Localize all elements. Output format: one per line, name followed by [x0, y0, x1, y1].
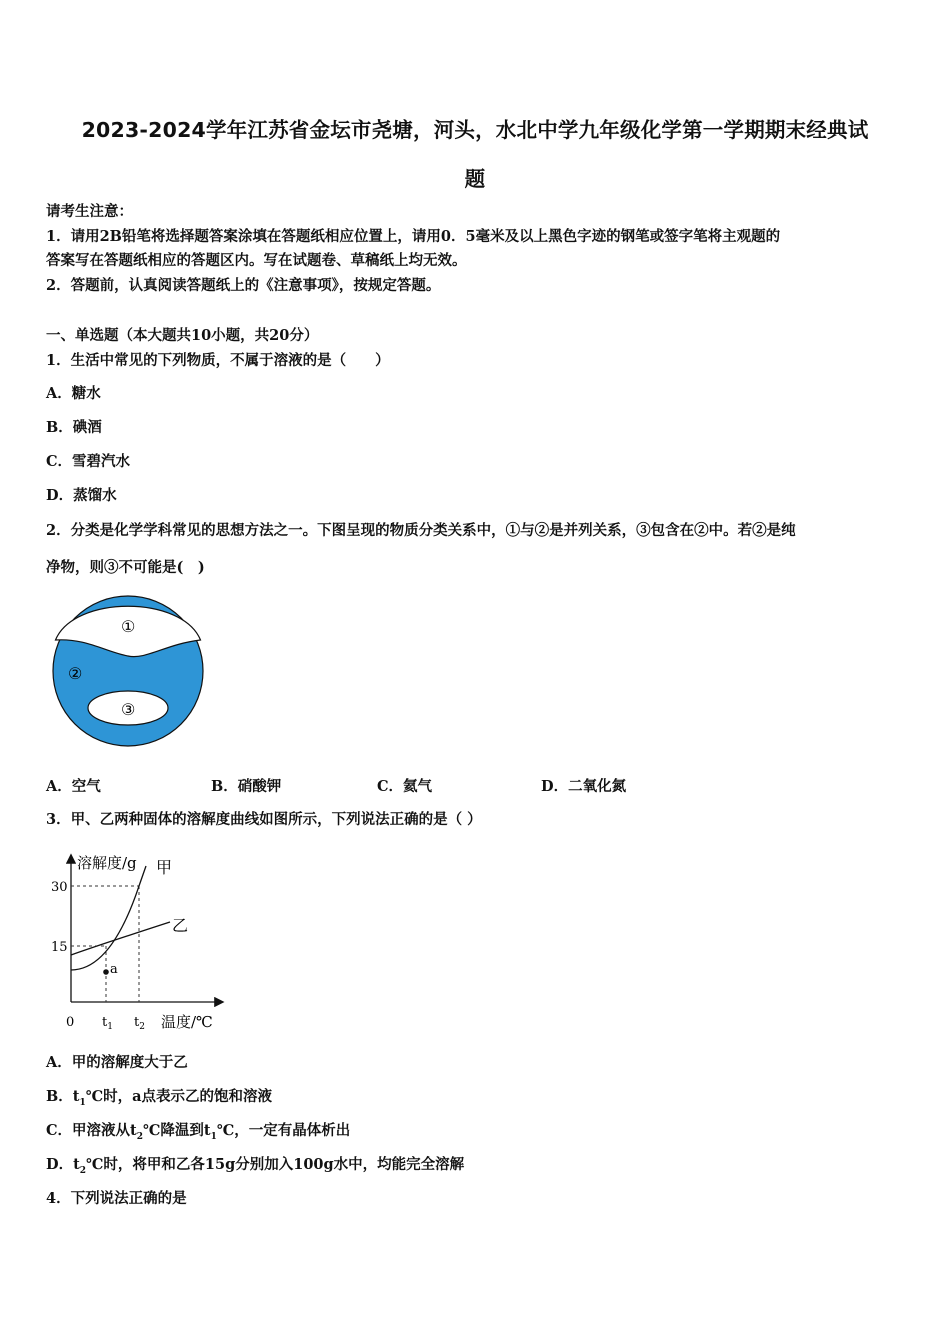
y-tick-30: 30 — [51, 880, 68, 895]
origin-label: 0 — [66, 1015, 75, 1030]
point-a-marker — [103, 969, 109, 975]
notice-item1-line1: 1．请用2B铅笔将选择题答案涂填在答题纸相应位置上，请用0．5毫米及以上黑色字迹的钢笔或签字笔将主观题的 — [46, 228, 781, 245]
q3-stem: 3．甲、乙两种固体的溶解度曲线如图所示，下列说法正确的是（ ） — [46, 811, 482, 828]
exam-title-line2: 题 — [464, 167, 486, 191]
section-heading: 一、单选题（本大题共10小题，共20分） — [46, 327, 319, 344]
point-a-label: a — [110, 962, 118, 977]
q2-stem-line2: 净物，则③不可能是( ) — [46, 559, 205, 576]
curve-yi — [71, 922, 170, 955]
q1-option-a: A．糖水 — [46, 385, 101, 402]
q2-option-d: D．二氧化氮 — [541, 778, 627, 795]
q2-stem-line1: 2．分类是化学学科常见的思想方法之一。下图呈现的物质分类关系中，①与②是并列关系，③包含在②中。若②是纯 — [46, 522, 796, 539]
curve-jia-label: 甲 — [156, 858, 173, 877]
q1-stem: 1．生活中常见的下列物质，不属于溶液的是（ ） — [46, 352, 390, 369]
curve-jia — [71, 866, 146, 970]
q2-option-c: C．氦气 — [377, 778, 433, 795]
q3-option-d: D．$t_2℃$时，将甲和乙各15g分别加入100g水中，均能完全溶解 — [46, 1156, 465, 1176]
q4-stem: 4．下列说法正确的是 — [46, 1190, 187, 1207]
curve-yi-label: 乙 — [172, 916, 189, 935]
y-axis-label: 溶解度/g — [77, 854, 137, 872]
q1-option-d: D．蒸馏水 — [46, 487, 117, 504]
solubility-graph — [46, 846, 236, 1036]
x-tick-t2: $t_2$ — [134, 1015, 145, 1032]
q2-option-b: B．硝酸钾 — [211, 778, 282, 795]
q2-option-a: A．空气 — [46, 778, 101, 795]
y-tick-15: 15 — [51, 940, 68, 955]
x-tick-t1: $t_1$ — [102, 1015, 113, 1032]
q1-option-c: C．雪碧汽水 — [46, 453, 131, 470]
q3-option-b: B．$t_1℃$时，a点表示乙的饱和溶液 — [46, 1088, 273, 1108]
q1-option-b: B．碘酒 — [46, 419, 102, 436]
diagram-label-3: ③ — [121, 700, 136, 719]
notice-heading: 请考生注意： — [46, 203, 133, 220]
q3-option-a: A．甲的溶解度大于乙 — [46, 1054, 188, 1071]
diagram-label-1: ① — [121, 617, 136, 636]
q2-options — [46, 775, 746, 797]
notice-item2: 2．答题前，认真阅读答题纸上的《注意事项》，按规定答题。 — [46, 277, 441, 294]
exam-title-line1: 2023-2024学年江苏省金坛市尧塘，河头，水北中学九年级化学第一学期期末经典试 — [81, 118, 869, 142]
classification-diagram — [46, 594, 212, 748]
notice-item1-line2: 答案写在答题纸相应的答题区内。写在试题卷、草稿纸上均无效。 — [46, 252, 467, 269]
x-axis-label: 温度/℃ — [161, 1013, 213, 1031]
diagram-label-2: ② — [68, 664, 83, 683]
q3-option-c: C．甲溶液从$t_2℃$降温到$t_1℃$，一定有晶体析出 — [46, 1122, 351, 1142]
